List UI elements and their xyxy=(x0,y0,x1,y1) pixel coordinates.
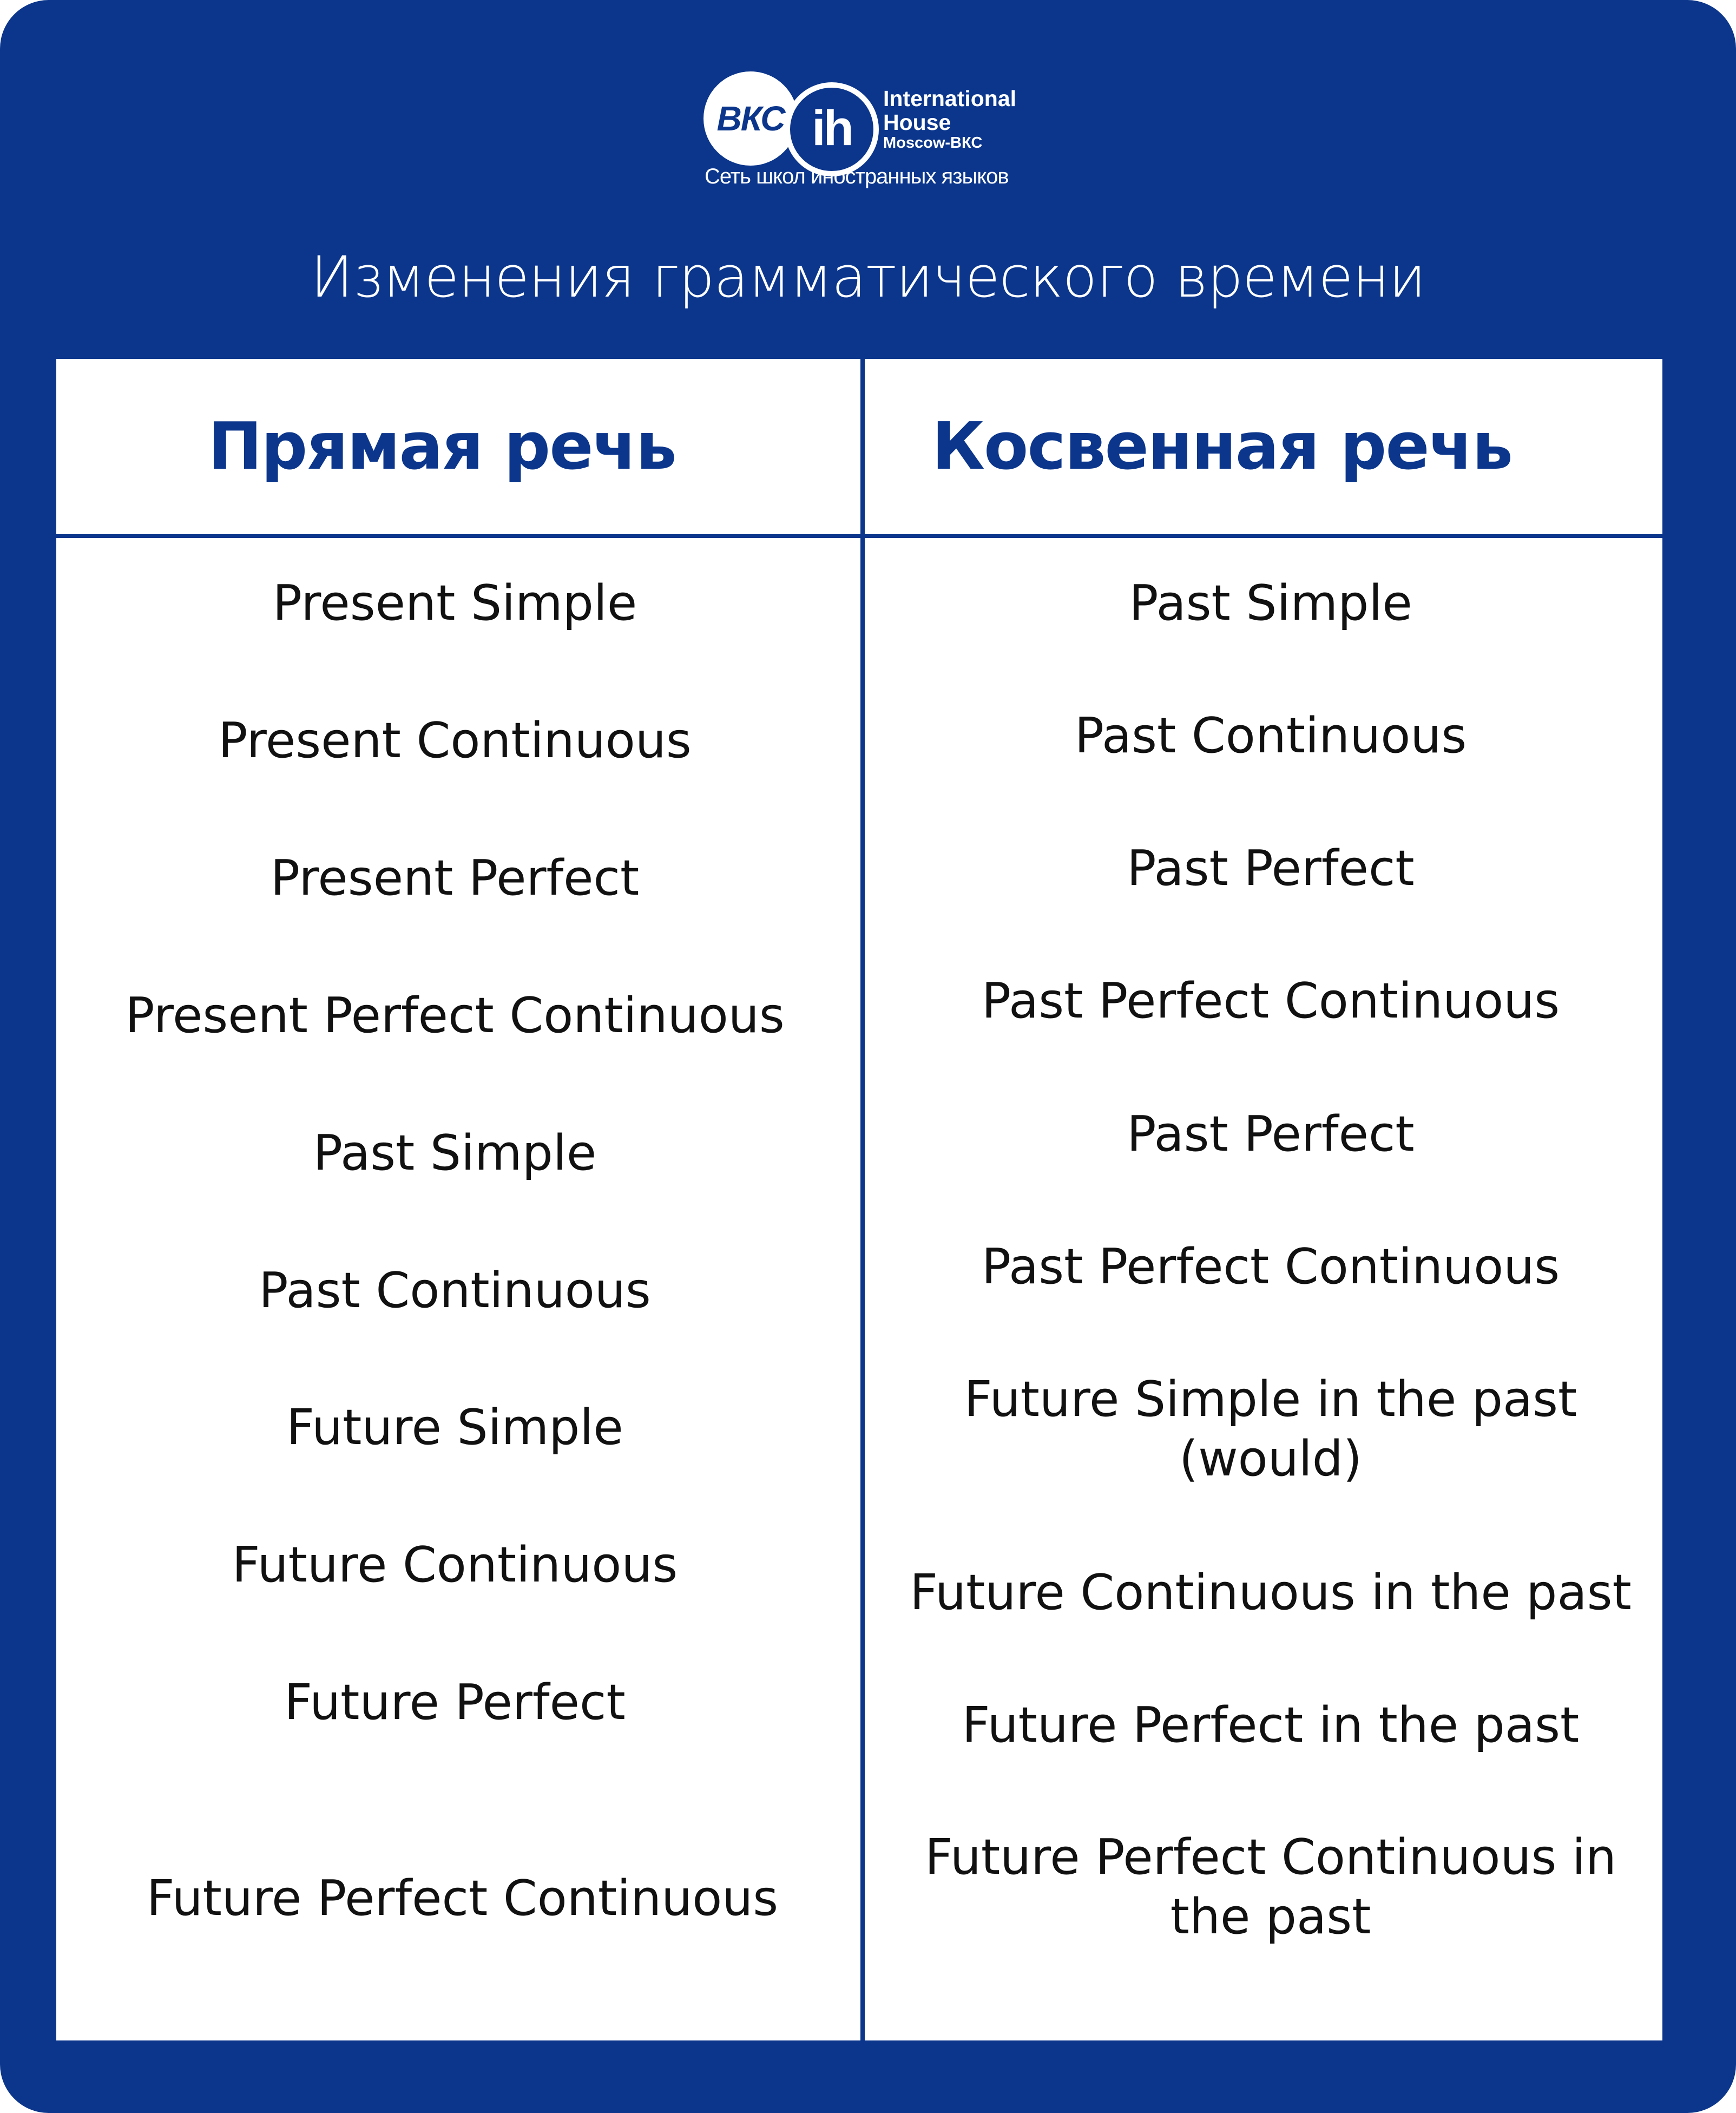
logo-line-house: House xyxy=(883,110,951,135)
direct-cell: Past Continuous xyxy=(259,1262,651,1319)
logo-line-international: International xyxy=(883,86,1017,111)
bkc-logo-mark: ВКС xyxy=(703,71,798,166)
column-divider xyxy=(860,359,865,2040)
direct-cell: Future Simple xyxy=(286,1399,623,1456)
direct-cell: Present Continuous xyxy=(218,712,692,769)
ih-moscow-bkc-logo xyxy=(703,69,1082,194)
header-divider xyxy=(56,534,1662,538)
direct-cell: Future Continuous xyxy=(232,1537,678,1593)
indirect-cell: Past Perfect Continuous xyxy=(981,1238,1560,1295)
tense-table xyxy=(56,359,1662,2040)
indirect-cell: Past Perfect xyxy=(1127,1106,1415,1163)
header-direct-speech: Прямая речь xyxy=(208,409,676,484)
indirect-cell: Future Perfect in the past xyxy=(962,1697,1580,1754)
indirect-cell: Past Simple xyxy=(1129,575,1412,632)
direct-cell: Present Simple xyxy=(272,575,637,632)
logo-line-moscow: Moscow-ВКС xyxy=(883,134,983,152)
indirect-cell: Past Perfect xyxy=(1127,840,1415,897)
ih-logo-mark: ih xyxy=(785,82,879,176)
indirect-cell: Past Continuous xyxy=(1074,707,1467,764)
indirect-cell: Future Simple in the past (would) xyxy=(964,1371,1577,1487)
logo-tagline: Сеть школ иностранных языков xyxy=(705,165,1009,188)
direct-cell: Present Perfect xyxy=(270,850,640,907)
logo-wordmark xyxy=(883,88,1016,151)
direct-cell: Future Perfect xyxy=(284,1674,626,1731)
indirect-cell: Past Perfect Continuous xyxy=(981,973,1560,1029)
page-title: Изменения грамматического времени xyxy=(311,244,1425,310)
header-indirect-speech: Косвенная речь xyxy=(931,409,1513,484)
indirect-cell: Future Perfect Continuous in the past xyxy=(924,1829,1617,1945)
direct-cell: Past Simple xyxy=(313,1125,597,1182)
indirect-cell: Future Continuous in the past xyxy=(910,1564,1632,1621)
direct-cell: Future Perfect Continuous xyxy=(146,1870,779,1927)
direct-cell: Present Perfect Continuous xyxy=(125,987,785,1044)
